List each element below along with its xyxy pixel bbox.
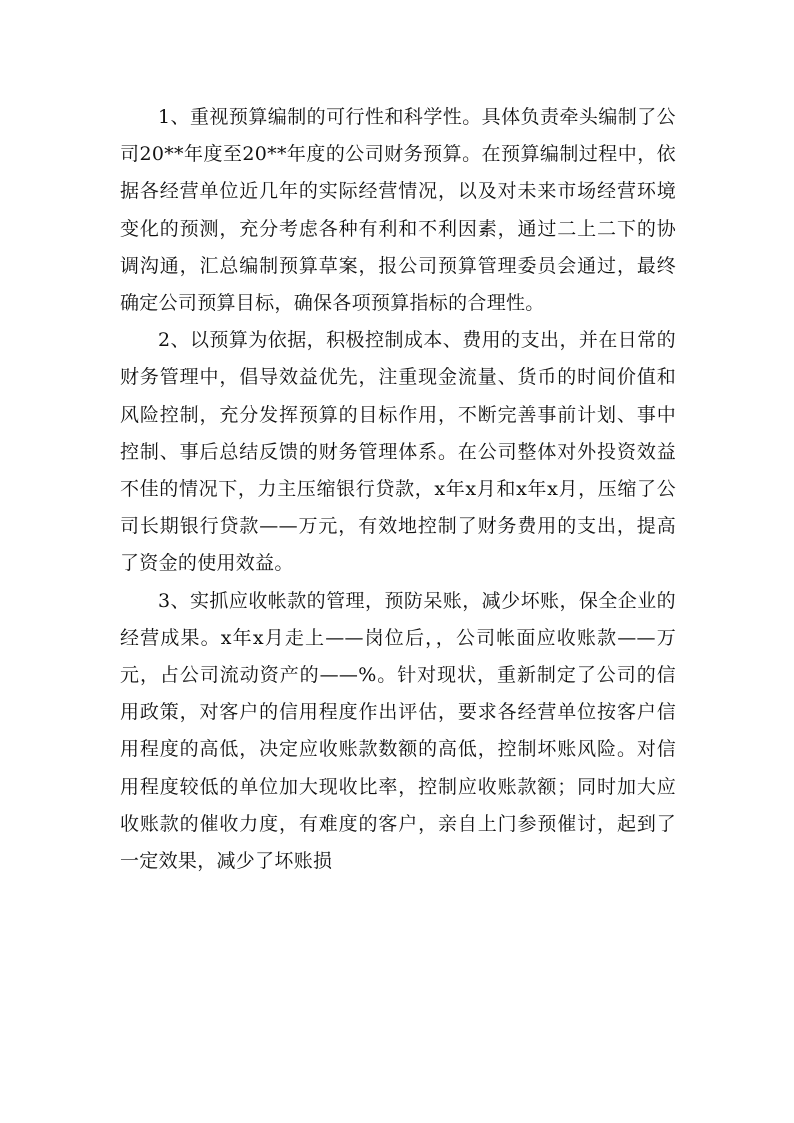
document-page — [120, 99, 676, 880]
paragraph-budget-planning: 1、重视预算编制的可行性和科学性。具体负责牵头编制了公司20**年度至20**年度的公司财务预算。在预算编制过程中，依据各经营单位近几年的实际经营情况，以及对未来市场经营环境变化的预测，充分考虑各种有利和不利因素，通过二上二下的协调沟通，汇总编制预算草案，报公司预算管理委员会通过，最终确定公司预算目标，确保各项预算指标的合理性。 — [120, 106, 676, 315]
paragraph-receivables-management: 3、实抓应收帐款的管理，预防呆账，减少坏账，保全企业的经营成果。x年x月走上——岗位后，，公司帐面应收账款——万元，占公司流动资产的——%。针对现状，重新制定了公司的信用政策，对客户的信用程度作出评估，要求各经营单位按客户信用程度的高低，决定应收账款数额的高低，控制坏账风险。对信用程度较低的单位加大现收比率，控制应收账款额；同时加大应收账款的催收力度，有难度的客户，亲自上门参预催讨，起到了一定效果，减少了坏账损 — [120, 589, 676, 873]
paragraph-cost-control: 2、以预算为依据，积极控制成本、费用的支出，并在日常的财务管理中，倡导效益优先，注重现金流量、货币的时间价值和风险控制，充分发挥预算的目标作用，不断完善事前计划、事中控制、事后总结反馈的财务管理体系。在公司整体对外投资效益不佳的情况下，力主压缩银行贷款，x年x月和x年x月，压缩了公司长期银行贷款——万元，有效地控制了财务费用的支出，提高了资金的使用效益。 — [120, 329, 676, 575]
